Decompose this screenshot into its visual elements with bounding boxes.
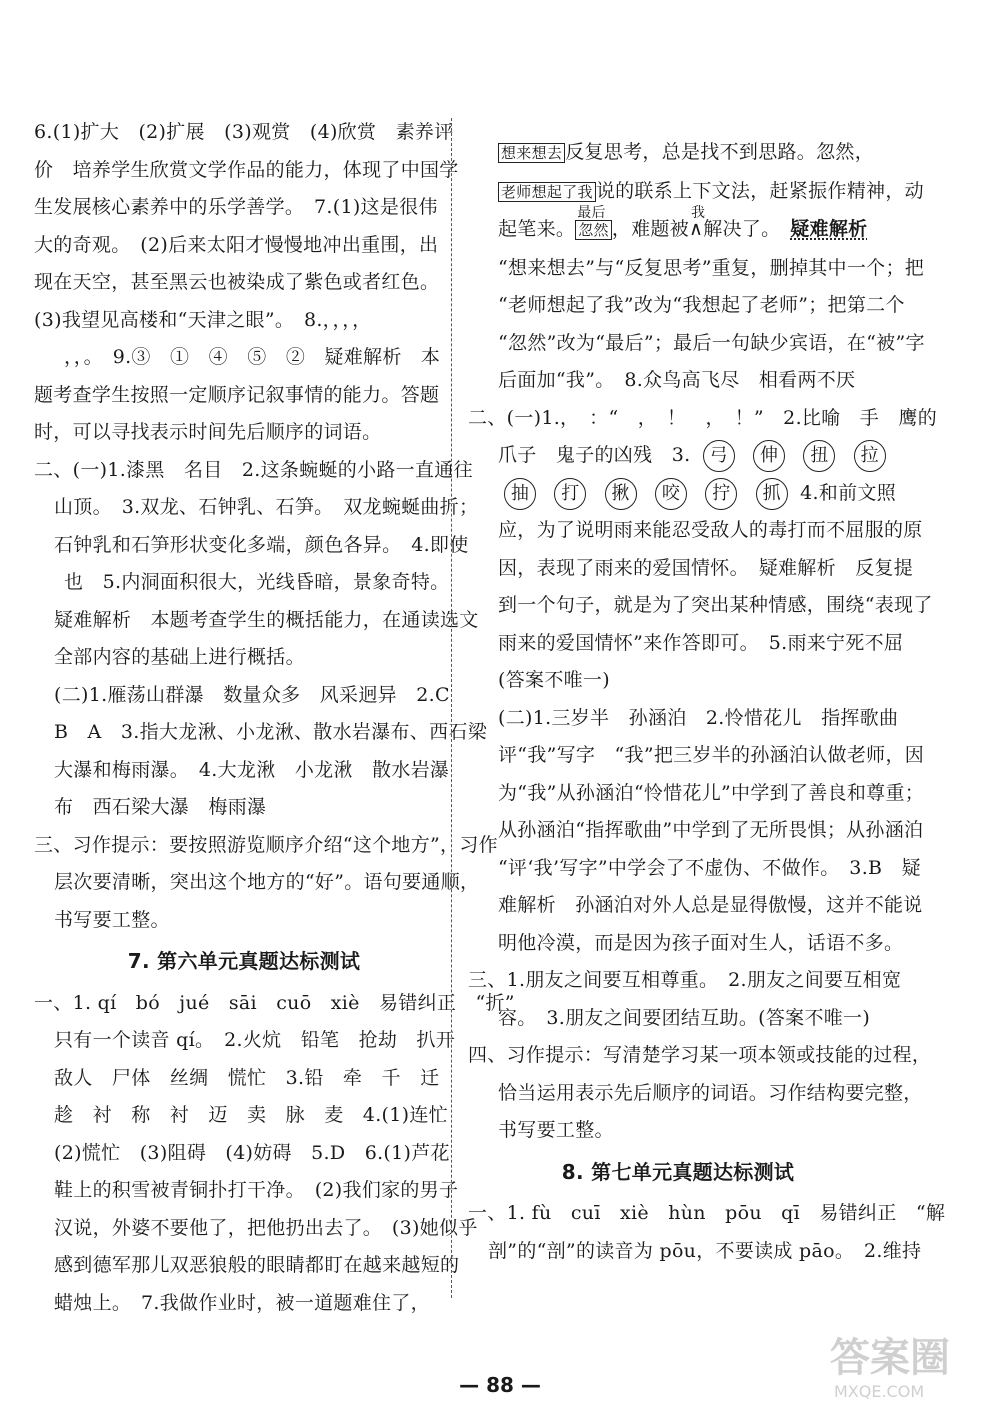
text-line: 鞋上的积雪被青铜扑打干净。 (2)我们家的男子 [54,1179,459,1201]
text-segment: 起笔来。 [498,218,576,240]
text-line: “想来想去”与“反复思考”重复，删掉其中一个；把 [498,256,925,279]
text-line: 大瀑和梅雨瀑。 4.大龙湫 小龙湫 散水岩瀑 [54,758,450,781]
text-line: 只有一个读音 qí。 2.火炕 铅笔 抢劫 扒开 [54,1029,456,1051]
text-line: 疑难解析 本题考查学生的概括能力，在通读选文 [54,608,479,631]
text-line [468,173,924,212]
text-line: 时，可以寻找表示时间先后顺序的词语。 [34,421,382,443]
circled-char: 抓 [756,478,788,510]
circled-char: 扭 [803,440,835,472]
text-line: (3)我望见高楼和“天津之眼”。 8.，，，， [34,308,372,331]
text-line: 蜡烛上。 7.我做作业时，被一道题难住了， [54,1291,430,1314]
text-line: 容。 3.朋友之间要团结互助。(答案不唯一) [498,1006,871,1029]
text-line: 书写要工整。 [54,908,170,931]
text-line: “老师想起了我”改为“我想起了老师”；把第二个 [498,294,905,316]
page-number: — 88 — [459,1373,541,1397]
text-segment: 爪子 鬼子的凶残 3. [498,444,691,466]
watermark-url: MXQE.COM [834,1382,925,1401]
revision-box: 想来想去 [498,143,565,163]
section-title-unit6: 7. 第六单元真题达标测试 [127,949,361,973]
text-segment: ，难题被 [611,218,690,240]
text-line: 从孙涵泊“指挥歌曲”中学到了无所畏惧；从孙涵泊 [498,819,924,841]
circled-char: 咬 [655,478,687,510]
text-line: 汉说，外婆不要他了，把他扔出去了。 (3)她似乎 [54,1216,478,1239]
right-column [468,134,946,1270]
text-line [468,205,888,250]
text-line: 难解析 孙涵泊对外人总是显得傲慢，这并不能说 [498,894,923,916]
text-line: (答案不唯一) [498,669,610,691]
text-line: 价 培养学生欣赏文学作品的能力，体现了中国学 [34,158,459,181]
text-line: 三、习作提示：要按照游览顺序介绍“这个地方”，习作 [34,833,498,856]
circled-char: 抽 [504,478,536,510]
revision-insert: 最后 [577,205,606,221]
text-line: 山顶。 3.双龙、石钟乳、石笋。 双龙蜿蜒曲折； [54,496,479,518]
watermark-text: 答案圈 [830,1335,950,1381]
watermark-logo [830,1326,980,1406]
circled-char: 打 [554,478,586,510]
text-line: 恰当运用表示先后顺序的词语。习作结构要完整， [498,1081,923,1104]
text-line: 因，表现了雨来的爱国情怀。 疑难解析 反复提 [498,556,914,579]
text-line: 评“我”写字 “我”把三岁半的孙涵泊认做老师，因 [498,744,925,766]
section-title-unit7: 8. 第七单元真题达标测试 [561,1159,795,1184]
text-line: 三、1.朋友之间要互相尊重。 2.朋友之间要互相宽 [468,969,902,991]
text-line: 明他冷漠，而是因为孩子面对生人，话语不多。 [498,931,904,954]
text-line: 后面加“我”。 8.众鸟高飞尽 相看两不厌 [498,369,856,391]
text-line: 敌人 尸体 丝绸 慌忙 3.铅 牵 千 迁 [54,1066,440,1089]
text-line: 层次要清晰，突出这个地方的“好”。语句要通顺， [54,871,480,893]
text-segment: 反复思考，总是找不到思路。忽然， [565,141,875,163]
text-segment: 说的联系上下文法，赶紧振作精神，动 [595,179,924,202]
text-line: 一、1. fù cuī xiè hùn pōu qī 易错纠正 “解 [468,1202,946,1224]
text-line: 应，为了说明雨来能忍受敌人的毒打而不屈服的原 [498,519,923,541]
text-line: 到一个句子，就是为了突出某种情感，围绕“表现了 [498,594,933,616]
text-line: 感到德军那儿双恶狼般的眼睛都盯在越来越短的 [54,1254,460,1276]
text-line: B A 3.指大龙湫、小龙湫、散水岩瀑布、西石梁 [54,721,488,743]
text-line: 也 5.内洞面积很大，光线昏暗，景象奇特。 [64,571,450,593]
text-line: 四、习作提示：写清楚学习某一项本领或技能的过程， [468,1044,932,1066]
text-line: 趁 衬 称 衬 迈 卖 脉 麦 4.(1)连忙 [54,1104,448,1126]
text-line: 二、(一)1.漆黑 名目 2.这条蜿蜒的小路一直通往 [34,458,473,481]
text-line: 题考查学生按照一定顺序记叙事情的能力。答题 [34,383,440,406]
text-line [468,134,888,173]
circled-char: 弓 [703,440,735,472]
text-line: 雨来的爱国情怀”来作答即可。 5.雨来宁死不屈 [498,631,904,654]
text-line: 为“我”从孙涵泊“怜惜花儿”中学到了善良和尊重； [498,781,925,804]
text-line: 二、(一)1.， ：“ ， ！ ， ！” 2.比喻 手 鹰的 [468,406,938,429]
revision-insert: 我 [691,205,706,221]
analysis-label: 疑难解析 [790,218,868,240]
text-line [468,437,888,475]
circled-char: 伸 [753,440,785,472]
text-line: 大的奇观。 (2)后来太阳才慢慢地冲出重围，出 [34,233,439,256]
revision-mark [575,205,612,250]
text-line: (二)1.三岁半 孙涵泊 2.怜惜花儿 指挥歌曲 [498,706,899,729]
revision-box: 忽然 [575,220,612,240]
text-line: “忽然”改为“最后”；最后一句缺少宾语，在“被”字 [498,331,925,354]
text-line: ，，。 9.③ ① ④ ⑤ ② 疑难解析 本 [64,346,441,368]
text-line: 石钟乳和石笋形状变化多端，颜色各异。 4.即使 [54,533,469,556]
circled-char: 揪 [605,478,637,510]
text-segment: 4.和前文照 [800,481,896,504]
text-line: 一、1. qí bó jué sāi cuō xiè 易错纠正 “折” [34,991,515,1014]
text-line: (2)慌忙 (3)阻碍 (4)妨碍 5.D 6.(1)芦花 [54,1141,450,1164]
text-line: 剖”的“剖”的读音为 pōu，不要读成 pāo。 2.维持 [488,1239,922,1262]
text-line: 现在天空，甚至黑云也被染成了紫色或者红色。 [34,271,440,293]
revision-box: 老师想起了我 [498,182,596,202]
text-line: “评‘我’写字”中学会了不虚伪、不做作。 3.B 疑 [498,856,921,879]
text-line [468,475,896,513]
text-line: 6.(1)扩大 (2)扩展 (3)观赏 (4)欣赏 素养评 [34,121,454,143]
revision-mark: 我 ∧ [689,211,703,249]
left-column [34,114,515,1322]
text-line: 全部内容的基础上进行概括。 [54,646,305,668]
text-line: (二)1.雁荡山群瀑 数量众多 风采迥异 2.C [54,683,450,706]
column-divider [451,118,452,1298]
text-line: 生发展核心素养中的乐学善学。 7.(1)这是很伟 [34,196,438,218]
text-line: 布 西石梁大瀑 梅雨瀑 [54,796,267,818]
circled-char: 拧 [705,478,737,510]
text-line: 书写要工整。 [498,1119,614,1141]
circled-char: 拉 [854,440,886,472]
text-segment: 解决了。 [703,218,771,240]
